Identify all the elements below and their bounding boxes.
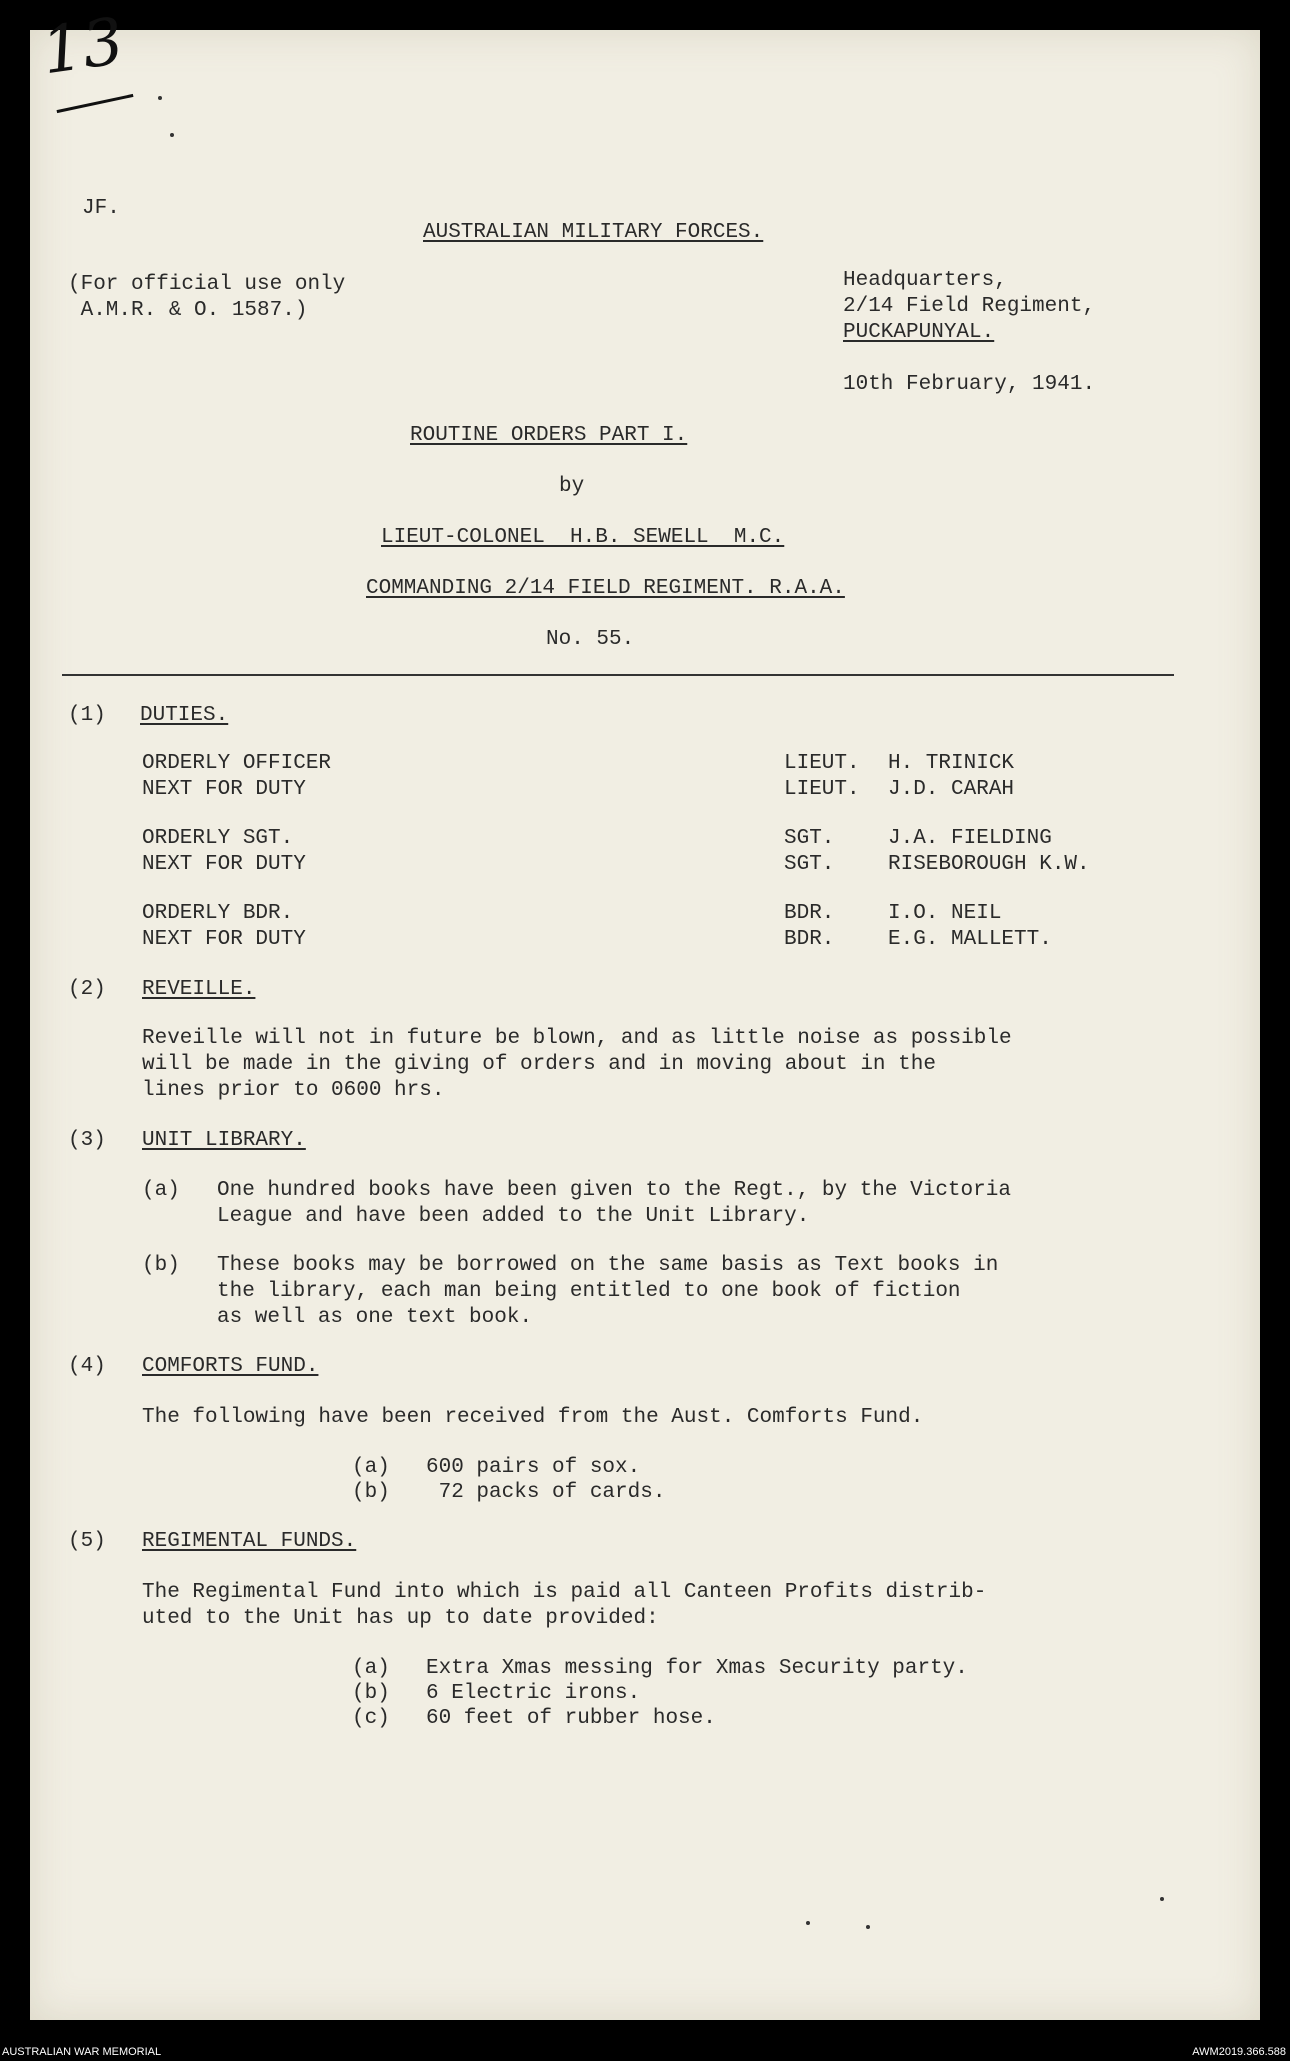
- regimental-item-text: Extra Xmas messing for Xmas Security party.: [426, 1657, 968, 1680]
- order-date: 10th February, 1941.: [843, 373, 1096, 396]
- hq-line-1: Headquarters,: [843, 269, 1007, 292]
- duty-rank: BDR.: [784, 902, 835, 925]
- library-item-a-line: League and have been added to the Unit Library.: [217, 1205, 810, 1228]
- library-item-b-label: (b): [142, 1254, 180, 1277]
- duty-name: H. TRINICK: [888, 752, 1015, 775]
- handwritten-page-number: 13: [37, 4, 129, 90]
- paper-speck: [158, 96, 162, 100]
- duty-role: NEXT FOR DUTY: [142, 853, 306, 876]
- section-5-number: (5): [68, 1530, 106, 1553]
- section-5-heading: REGIMENTAL FUNDS.: [142, 1530, 357, 1553]
- regimental-item-label: (a): [352, 1657, 390, 1680]
- duty-rank: BDR.: [784, 928, 835, 951]
- library-item-b-line: These books may be borrowed on the same basis as Text books in: [217, 1254, 999, 1277]
- duty-role: ORDERLY BDR.: [142, 902, 294, 925]
- section-1-heading: DUTIES.: [140, 704, 229, 727]
- duty-name: E.G. MALLETT.: [888, 928, 1052, 951]
- section-3-heading: UNIT LIBRARY.: [142, 1129, 306, 1152]
- regimental-item-text: 6 Electric irons.: [426, 1682, 641, 1705]
- duty-name: RISEBOROUGH K.W.: [888, 853, 1090, 876]
- duty-role: ORDERLY SGT.: [142, 827, 294, 850]
- library-item-a-line: One hundred books have been given to the Regt., by the Victoria: [217, 1179, 1011, 1202]
- hq-line-3: PUCKAPUNYAL.: [843, 321, 995, 344]
- official-use-line-1: (For official use only: [68, 273, 346, 296]
- section-4-heading: COMFORTS FUND.: [142, 1355, 319, 1378]
- library-item-b-line: the library, each man being entitled to one book of fiction: [217, 1280, 961, 1303]
- paper-speck: [1160, 1897, 1164, 1901]
- regimental-item-label: (b): [352, 1682, 390, 1705]
- comforts-item-text: 600 pairs of sox.: [426, 1456, 641, 1479]
- section-3-number: (3): [68, 1129, 106, 1152]
- duty-name: J.D. CARAH: [888, 778, 1015, 801]
- reveille-text-line: Reveille will not in future be blown, and as little noise as possible: [142, 1027, 1012, 1050]
- regimental-intro-line: The Regimental Fund into which is paid all Canteen Profits distrib-: [142, 1581, 987, 1604]
- section-4-number: (4): [68, 1355, 106, 1378]
- regimental-intro-line: uted to the Unit has up to date provided:: [142, 1607, 659, 1630]
- document-title: AUSTRALIAN MILITARY FORCES.: [423, 221, 764, 244]
- regimental-item-label: (c): [352, 1707, 390, 1730]
- duty-role: ORDERLY OFFICER: [142, 752, 332, 775]
- duty-name: I.O. NEIL: [888, 902, 1002, 925]
- comforts-item-label: (b): [352, 1481, 390, 1504]
- section-2-heading: REVEILLE.: [142, 978, 256, 1001]
- paper-speck: [806, 1921, 810, 1925]
- duty-rank: SGT.: [784, 827, 835, 850]
- commanding-line: COMMANDING 2/14 FIELD REGIMENT. R.A.A.: [366, 577, 845, 600]
- commander-name: LIEUT-COLONEL H.B. SEWELL M.C.: [381, 526, 785, 549]
- order-number: No. 55.: [546, 628, 635, 651]
- comforts-intro: The following have been received from the Aust. Comforts Fund.: [142, 1406, 924, 1429]
- by-line: by: [559, 475, 585, 498]
- duty-name: J.A. FIELDING: [888, 827, 1052, 850]
- reveille-text-line: will be made in the giving of orders and in moving about in the: [142, 1053, 936, 1076]
- reveille-text-line: lines prior to 0600 hrs.: [142, 1079, 445, 1102]
- library-item-b-line: as well as one text book.: [217, 1306, 533, 1329]
- separator-line: [62, 674, 1174, 676]
- paper-speck: [866, 1925, 870, 1929]
- comforts-item-label: (a): [352, 1456, 390, 1479]
- duty-rank: SGT.: [784, 853, 835, 876]
- footer-credit: AUSTRALIAN WAR MEMORIAL: [2, 2046, 162, 2058]
- section-1-number: (1): [68, 704, 106, 727]
- routine-orders-title: ROUTINE ORDERS PART I.: [410, 424, 688, 447]
- duty-role: NEXT FOR DUTY: [142, 778, 306, 801]
- footer-accession-number: AWM2019.366.588: [1192, 2046, 1286, 2058]
- section-2-number: (2): [68, 978, 106, 1001]
- duty-rank: LIEUT.: [784, 752, 860, 775]
- comforts-item-text: 72 packs of cards.: [426, 1481, 666, 1504]
- paper-speck: [170, 133, 174, 137]
- official-use-line-2: A.M.R. & O. 1587.): [68, 299, 308, 322]
- regimental-item-text: 60 feet of rubber hose.: [426, 1707, 716, 1730]
- duty-role: NEXT FOR DUTY: [142, 928, 306, 951]
- duty-rank: LIEUT.: [784, 778, 860, 801]
- initials: JF.: [82, 197, 120, 220]
- library-item-a-label: (a): [142, 1179, 180, 1202]
- hq-line-2: 2/14 Field Regiment,: [843, 295, 1096, 318]
